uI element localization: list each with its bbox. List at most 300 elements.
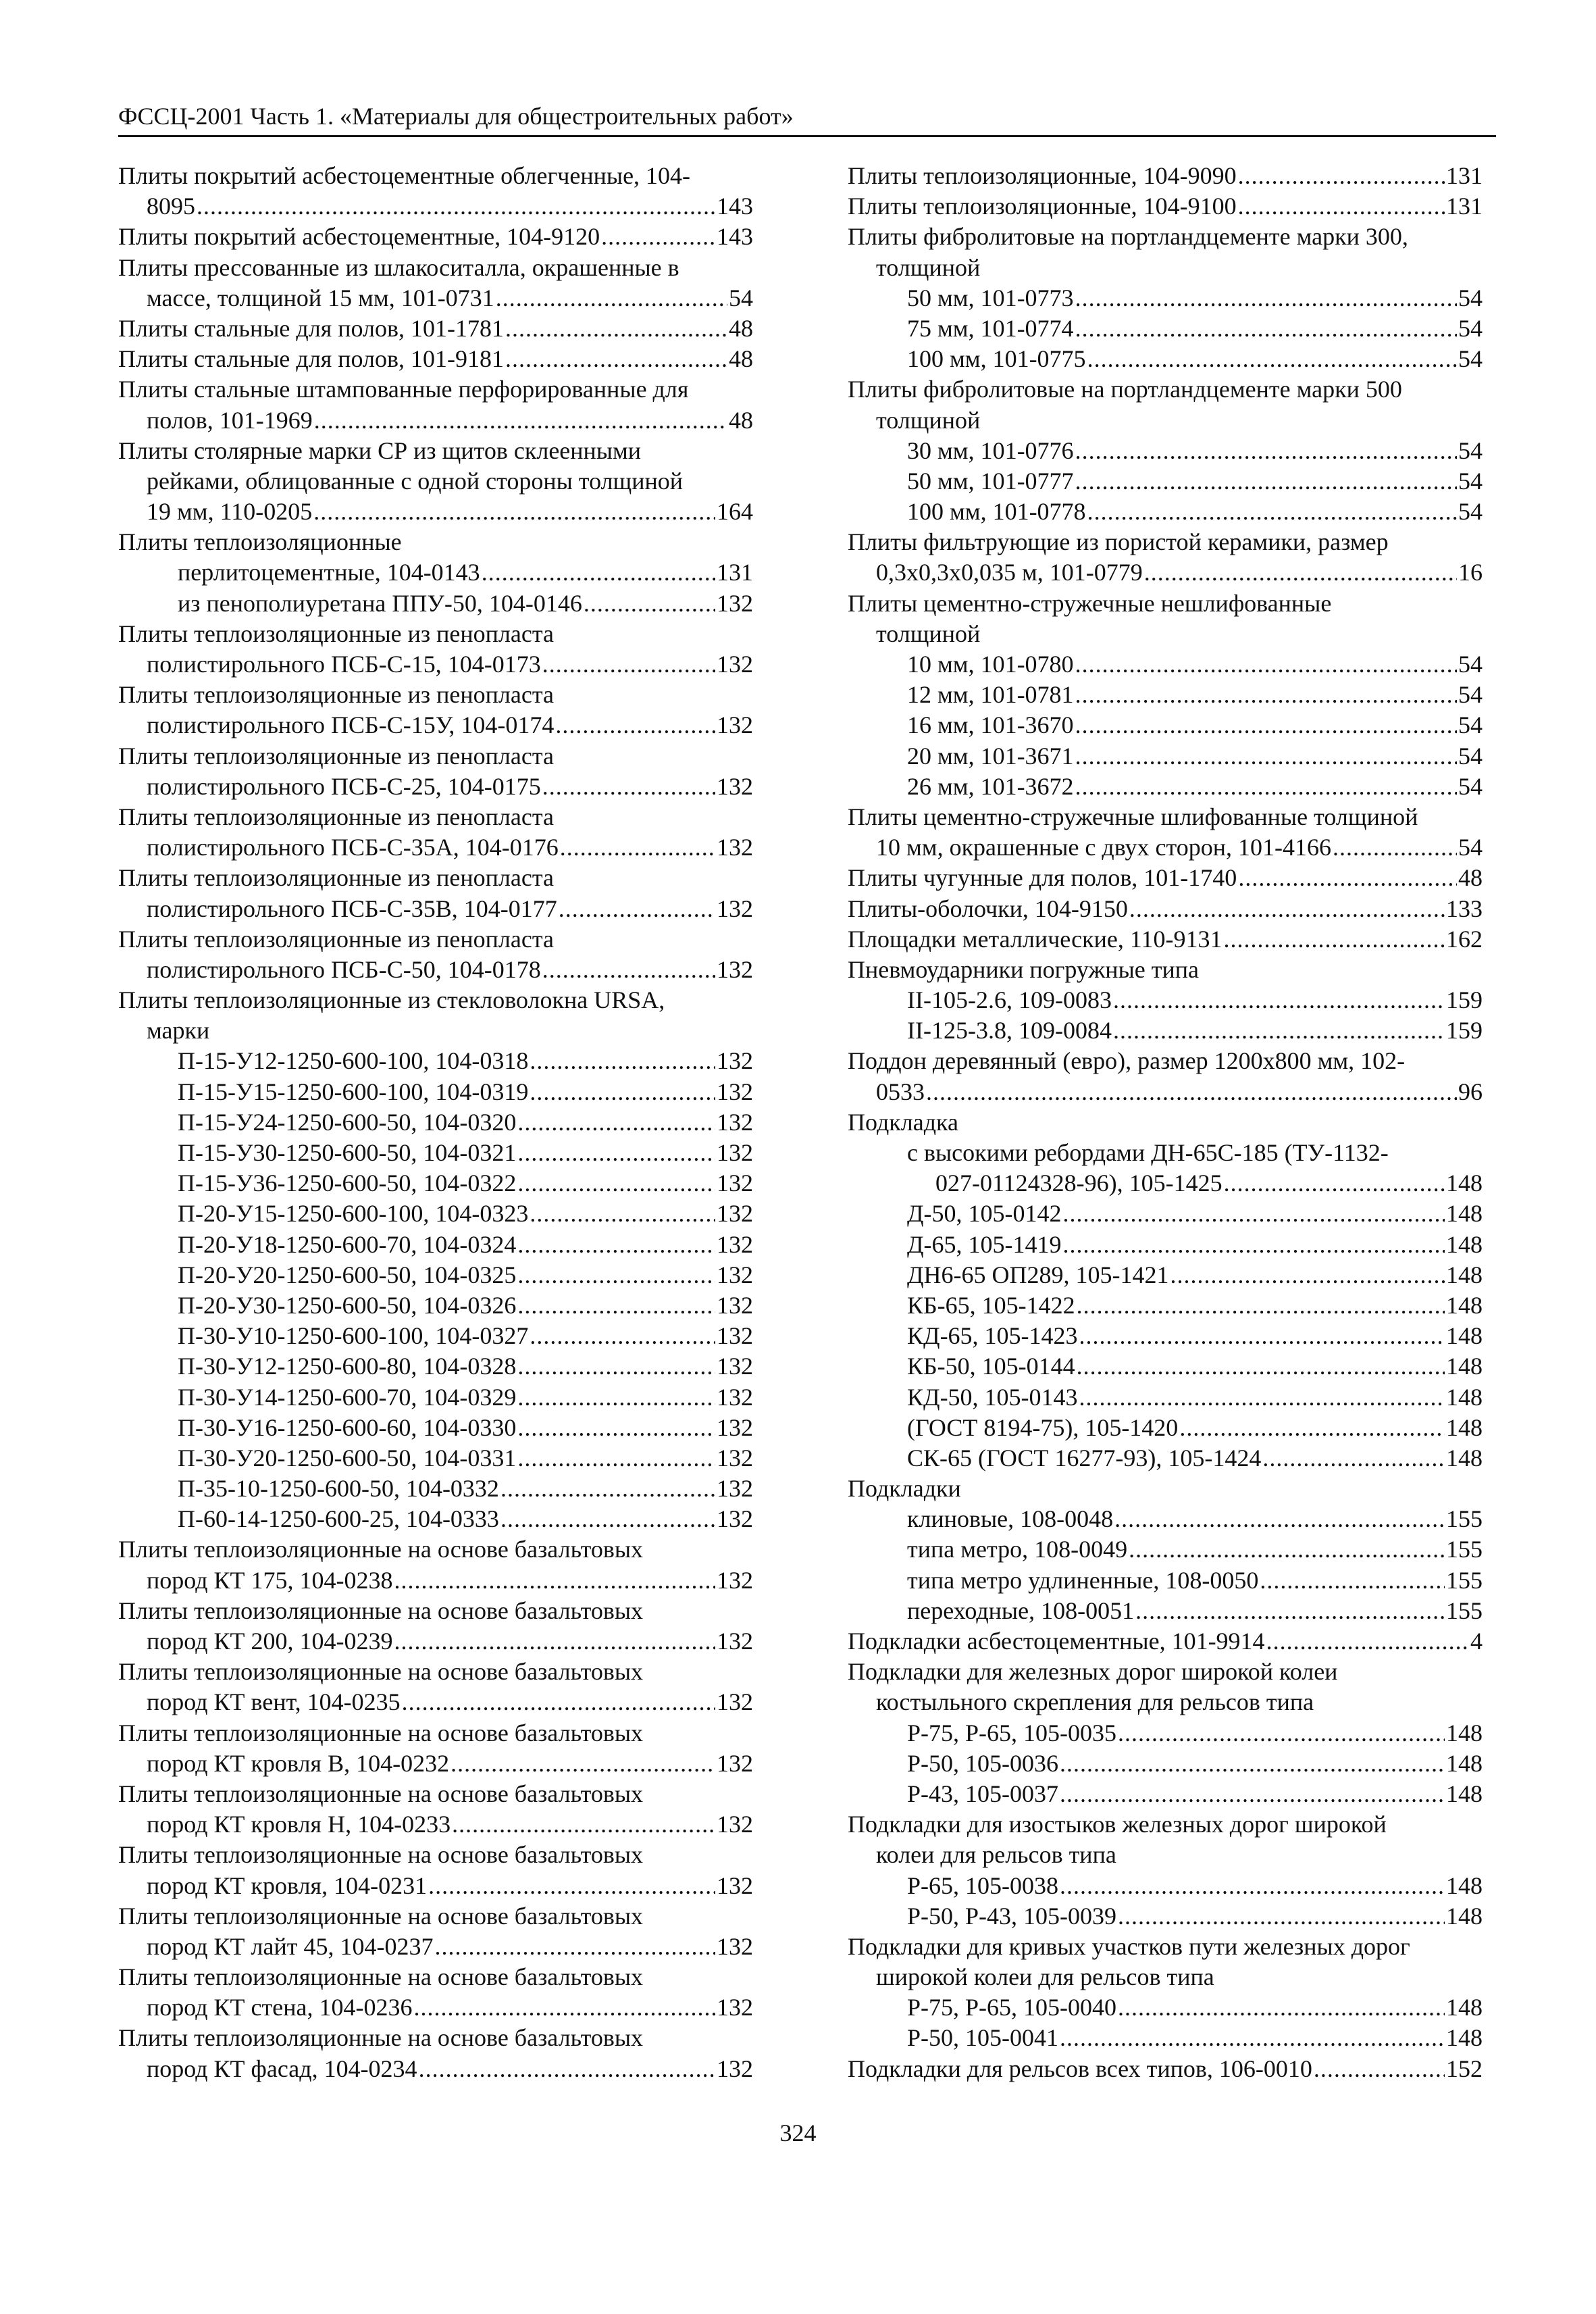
index-entry-line [118, 466, 753, 497]
dot-leader [926, 1077, 1457, 1107]
entry-text: КБ-50, 105-0144 [907, 1353, 1075, 1380]
index-entry-line [118, 1382, 753, 1413]
index-entry-line [118, 1107, 753, 1138]
dot-leader [1262, 1443, 1445, 1474]
index-entry-line [118, 1351, 753, 1382]
entry-text: Р-75, Р-65, 105-0040 [907, 1994, 1117, 2021]
dot-leader [1075, 436, 1457, 466]
dot-leader [1060, 1871, 1445, 1901]
entry-text: Подкладки [848, 1475, 961, 1503]
index-entry-line [848, 1321, 1483, 1351]
entry-text: 26 мм, 101-3672 [907, 772, 1074, 800]
entry-page-ref: 54 [1458, 314, 1483, 342]
entry-text: из пенополиуретана ППУ-50, 104-0146 [178, 589, 582, 617]
dot-leader [559, 894, 715, 924]
entry-text: Р-65, 105-0038 [907, 1871, 1058, 1899]
index-column-right [848, 161, 1483, 2084]
entry-page-ref: 132 [717, 1108, 753, 1136]
entry-page-ref: 164 [717, 498, 753, 526]
dot-leader [1077, 1290, 1445, 1321]
dot-leader [1079, 1321, 1445, 1351]
entry-text: Поддон деревянный (евро), размер 1200х800 мм, 102- [848, 1047, 1406, 1075]
index-entry-line [118, 1565, 753, 1596]
dot-leader [314, 405, 727, 436]
index-entry-line [848, 1932, 1483, 1962]
entry-text: Плиты теплоизоляционные из пенопласта [118, 864, 554, 892]
index-entry-line [848, 497, 1483, 527]
dot-leader [1135, 1596, 1445, 1626]
index-entry-line [848, 1230, 1483, 1260]
entry-text: Плиты покрытий асбестоцементные, 104-9120 [118, 223, 600, 251]
index-entry-line [118, 1046, 753, 1076]
entry-text: полов, 101-1969 [147, 406, 313, 434]
dot-leader [1114, 1504, 1445, 1534]
entry-text: П-35-10-1250-600-50, 104-0332 [178, 1475, 499, 1503]
entry-text: Плиты теплоизоляционные на основе базальтовых [118, 1596, 644, 1624]
index-entry-line [848, 588, 1483, 619]
entry-page-ref: 132 [717, 1475, 753, 1503]
index-entry-line [118, 283, 753, 313]
entry-page-ref: 54 [1458, 681, 1483, 709]
index-entry-line [848, 466, 1483, 497]
entry-page-ref: 148 [1446, 1169, 1483, 1197]
index-entry-line [848, 802, 1483, 832]
dot-leader [1075, 649, 1457, 680]
dot-leader [1144, 557, 1457, 588]
entry-page-ref: 132 [717, 1444, 753, 1472]
entry-text: полистирольного ПСБ-С-15, 104-0173 [147, 651, 541, 678]
entry-page-ref: 132 [717, 651, 753, 678]
entry-text: 20 мм, 101-3671 [907, 742, 1074, 770]
index-entry-line [118, 863, 753, 893]
entry-page-ref: 132 [717, 1261, 753, 1288]
dot-leader [1314, 2054, 1445, 2084]
entry-page-ref: 54 [1458, 834, 1483, 861]
index-entry-line [118, 1718, 753, 1749]
entry-page-ref: 132 [717, 1230, 753, 1258]
index-entry-line [848, 1351, 1483, 1382]
dot-leader [542, 772, 715, 802]
index-entry-line [118, 1504, 753, 1534]
dot-leader [1224, 924, 1445, 955]
dot-leader [1260, 1565, 1445, 1596]
index-entry-line [848, 1413, 1483, 1443]
entry-page-ref: 96 [1458, 1078, 1483, 1105]
index-entry-line [118, 1962, 753, 1992]
dot-leader [517, 1107, 715, 1138]
header-rule [118, 135, 1496, 137]
index-entry-line [118, 1626, 753, 1657]
dot-leader [1113, 1015, 1445, 1046]
index-entry-line [118, 1443, 753, 1474]
entry-text: пород КТ кровля Н, 104-0233 [147, 1811, 451, 1838]
index-entry-line [848, 1596, 1483, 1626]
entry-text: рейками, облицованные с одной стороны толщиной [147, 467, 684, 495]
index-entry-line [118, 2023, 753, 2053]
entry-text: толщиной [876, 253, 981, 281]
entry-page-ref: 155 [1446, 1566, 1483, 1594]
dot-leader [1060, 1779, 1445, 1809]
entry-text: массе, толщиной 15 мм, 101-0731 [147, 284, 494, 311]
entry-text: Пневмоударники погружные типа [848, 955, 1199, 983]
entry-page-ref: 159 [1446, 986, 1483, 1014]
dot-leader [517, 1138, 715, 1168]
entry-text: Подкладка [848, 1108, 958, 1136]
index-entry-line [848, 222, 1483, 252]
dot-leader [560, 832, 715, 863]
index-entry-line [118, 1413, 753, 1443]
entry-text: П-15-У12-1250-600-100, 104-0318 [178, 1047, 529, 1075]
dot-leader [505, 313, 727, 344]
index-entry-line [848, 1046, 1483, 1076]
index-entry-line [848, 374, 1483, 405]
dot-leader [452, 1809, 715, 1840]
index-entry-line [118, 1871, 753, 1901]
index-entry-line [118, 344, 753, 374]
index-entry-line [848, 1687, 1483, 1717]
index-entry-line [848, 1077, 1483, 1107]
entry-page-ref: 148 [1446, 1383, 1483, 1411]
index-entry-line [848, 2023, 1483, 2053]
entry-text: Д-50, 105-0142 [907, 1200, 1062, 1228]
dot-leader [517, 1443, 715, 1474]
entry-page-ref: 131 [1446, 193, 1483, 220]
entry-page-ref: 148 [1446, 1261, 1483, 1288]
dot-leader [313, 497, 715, 527]
entry-text: толщиной [876, 620, 981, 647]
index-entry-line [118, 1687, 753, 1717]
entry-page-ref: 148 [1446, 1200, 1483, 1228]
entry-text: Подкладки для железных дорог широкой колеи [848, 1658, 1338, 1686]
entry-text: II-105-2.6, 109-0083 [907, 986, 1112, 1014]
entry-text: Р-50, Р-43, 105-0039 [907, 1902, 1117, 1930]
dot-leader [413, 1992, 715, 2023]
entry-text: Плиты теплоизоляционные из пенопласта [118, 742, 554, 770]
entry-text: Площадки металлические, 110-9131 [848, 925, 1222, 953]
index-entry-line [848, 955, 1483, 985]
dot-leader [517, 1382, 715, 1413]
entry-text: Плиты покрытий асбестоцементные облегченные, 104- [118, 162, 691, 189]
index-entry-line [118, 253, 753, 283]
entry-page-ref: 132 [717, 1628, 753, 1655]
index-entry-line [848, 1168, 1483, 1199]
index-entry-line [848, 1749, 1483, 1779]
dot-leader [500, 1474, 715, 1504]
entry-text: пород КТ кровля В, 104-0232 [147, 1749, 450, 1777]
index-entry-line [118, 1992, 753, 2023]
entry-page-ref: 54 [729, 284, 753, 311]
entry-text: ДН6-65 ОП289, 105-1421 [907, 1261, 1169, 1288]
entry-text: П-30-У12-1250-600-80, 104-0328 [178, 1353, 517, 1380]
entry-text: П-30-У14-1250-600-70, 104-0329 [178, 1383, 517, 1411]
index-entry-line [848, 710, 1483, 740]
dot-leader [1238, 863, 1457, 893]
entry-text: с высокими ребордами ДН-65С-185 (ТУ-1132- [907, 1139, 1389, 1166]
entry-text: 50 мм, 101-0773 [907, 284, 1074, 311]
dot-leader [505, 344, 727, 374]
entry-text: Плиты цементно-стружечные шлифованные толщиной [848, 803, 1418, 830]
entry-text: П-15-У30-1250-600-50, 104-0321 [178, 1139, 517, 1166]
entry-page-ref: 162 [1446, 925, 1483, 953]
dot-leader [542, 649, 715, 680]
dot-leader [394, 1565, 715, 1596]
entry-page-ref: 132 [717, 1200, 753, 1228]
index-entry-line [848, 649, 1483, 680]
index-entry-line [848, 1382, 1483, 1413]
entry-page-ref: 148 [1446, 1780, 1483, 1807]
entry-text: полистирольного ПСБ-С-35А, 104-0176 [147, 834, 559, 861]
entry-page-ref: 148 [1446, 1719, 1483, 1746]
entry-page-ref: 132 [717, 895, 753, 922]
dot-leader [1129, 1534, 1445, 1565]
dot-leader [1060, 1749, 1445, 1779]
entry-text: пород КТ вент, 104-0235 [147, 1688, 401, 1716]
entry-page-ref: 48 [1458, 864, 1483, 892]
index-entry-line [118, 405, 753, 436]
index-entry-line [848, 557, 1483, 588]
entry-page-ref: 132 [717, 1169, 753, 1197]
index-column-left [118, 161, 753, 2084]
entry-text: пород КТ 200, 104-0239 [147, 1628, 393, 1655]
index-entry-line [118, 772, 753, 802]
index-entry-line [848, 253, 1483, 283]
index-entry-line [118, 1015, 753, 1046]
entry-text: Р-50, 105-0041 [907, 2024, 1058, 2052]
entry-text: 16 мм, 101-3670 [907, 711, 1074, 739]
entry-text: Плиты теплоизоляционные, 104-9090 [848, 162, 1237, 189]
dot-leader [1075, 466, 1457, 497]
entry-page-ref: 132 [717, 1994, 753, 2021]
entry-page-ref: 54 [1458, 742, 1483, 770]
entry-page-ref: 148 [1446, 1444, 1483, 1472]
index-entry-line [848, 1260, 1483, 1290]
index-entry-line [848, 619, 1483, 649]
index-entry-line [118, 1168, 753, 1199]
entry-text: пород КТ кровля, 104-0231 [147, 1871, 428, 1899]
entry-text: Плиты теплоизоляционные на основе базальтовых [118, 2024, 644, 2052]
entry-text: полистирольного ПСБ-С-50, 104-0178 [147, 955, 541, 983]
dot-leader [1118, 1992, 1445, 2023]
entry-text: П-20-У18-1250-600-70, 104-0324 [178, 1230, 517, 1258]
index-entry-line [118, 161, 753, 191]
entry-text: Плиты теплоизоляционные на основе базальтовых [118, 1719, 644, 1746]
index-entry-line [118, 1840, 753, 1870]
entry-page-ref: 132 [717, 1566, 753, 1594]
dot-leader [530, 1199, 715, 1229]
entry-text: 0,3х0,3х0,035 м, 101-0779 [876, 559, 1143, 586]
index-entry-line [118, 436, 753, 466]
entry-page-ref: 131 [717, 559, 753, 586]
dot-leader [1179, 1413, 1445, 1443]
entry-text: Плиты теплоизоляционные на основе базальтовых [118, 1658, 644, 1686]
entry-text: Плиты фильтрующие из пористой керамики, размер [848, 528, 1389, 556]
entry-text: Плиты стальные для полов, 101-9181 [118, 345, 504, 373]
entry-text: 8095 [147, 193, 195, 220]
index-entry-line [848, 1871, 1483, 1901]
entry-page-ref: 132 [717, 711, 753, 739]
index-entry-line [848, 1534, 1483, 1565]
entry-page-ref: 54 [1458, 711, 1483, 739]
entry-text: П-15-У24-1250-600-50, 104-0320 [178, 1108, 517, 1136]
entry-text: Плиты цементно-стружечные нешлифованные [848, 589, 1332, 617]
entry-text: пород КТ стена, 104-0236 [147, 1994, 413, 2021]
entry-page-ref: 132 [717, 1078, 753, 1105]
entry-text: СК-65 (ГОСТ 16277-93), 105-1424 [907, 1444, 1262, 1472]
dot-leader [394, 1626, 715, 1657]
entry-page-ref: 155 [1446, 1505, 1483, 1533]
entry-page-ref: 143 [717, 223, 753, 251]
entry-text: П-20-У30-1250-600-50, 104-0326 [178, 1291, 517, 1319]
entry-page-ref: 148 [1446, 2024, 1483, 2052]
entry-text: Плиты-оболочки, 104-9150 [848, 895, 1128, 922]
index-entry-line [848, 1015, 1483, 1046]
dot-leader [1129, 894, 1445, 924]
index-entry-line [848, 191, 1483, 222]
index-entry-line [848, 1504, 1483, 1534]
entry-page-ref: 148 [1446, 1230, 1483, 1258]
index-entry-line [848, 741, 1483, 772]
dot-leader [1087, 344, 1457, 374]
dot-leader [1075, 680, 1457, 710]
entry-page-ref: 4 [1470, 1628, 1483, 1655]
entry-text: Плиты стальные для полов, 101-1781 [118, 314, 504, 342]
entry-text: костыльного скрепления для рельсов типа [876, 1688, 1314, 1716]
dot-leader [500, 1504, 715, 1534]
dot-leader [419, 2054, 715, 2084]
entry-page-ref: 132 [717, 1505, 753, 1533]
entry-text: полистирольного ПСБ-С-25, 104-0175 [147, 772, 541, 800]
index-entry-line [848, 1779, 1483, 1809]
entry-text: типа метро, 108-0049 [907, 1536, 1128, 1563]
entry-text: полистирольного ПСБ-С-15У, 104-0174 [147, 711, 555, 739]
index-entry-line [848, 863, 1483, 893]
entry-page-ref: 132 [717, 1139, 753, 1166]
entry-page-ref: 16 [1458, 559, 1483, 586]
entry-page-ref: 132 [717, 1322, 753, 1350]
index-entry-line [118, 1657, 753, 1687]
entry-text: толщиной [876, 406, 981, 434]
entry-text: Плиты теплоизоляционные [118, 528, 402, 556]
entry-page-ref: 155 [1446, 1596, 1483, 1624]
entry-text: П-60-14-1250-600-25, 104-0333 [178, 1505, 499, 1533]
dot-leader [1075, 313, 1457, 344]
dot-leader [1075, 772, 1457, 802]
dot-leader [1063, 1199, 1445, 1229]
entry-text: 100 мм, 101-0775 [907, 345, 1086, 373]
index-entry-line [848, 680, 1483, 710]
index-entry-line [118, 1260, 753, 1290]
entry-text: 50 мм, 101-0777 [907, 467, 1074, 495]
index-entry-line [848, 1107, 1483, 1138]
entry-page-ref: 132 [717, 1871, 753, 1899]
index-entry-line [848, 2054, 1483, 2084]
entry-text: КД-65, 105-1423 [907, 1322, 1078, 1350]
entry-text: полистирольного ПСБ-С-35В, 104-0177 [147, 895, 557, 922]
index-entry-line [848, 832, 1483, 863]
index-entry-line [848, 436, 1483, 466]
entry-page-ref: 152 [1446, 2055, 1483, 2082]
entry-text: Подкладки для рельсов всех типов, 106-0010 [848, 2055, 1312, 2082]
entry-page-ref: 48 [729, 406, 753, 434]
entry-text: Плиты фибролитовые на портландцементе марки 500 [848, 376, 1402, 403]
index-entry-line [848, 1443, 1483, 1474]
index-entry-line [118, 588, 753, 619]
dot-leader [530, 1077, 715, 1107]
entry-text: пород КТ фасад, 104-0234 [147, 2055, 417, 2082]
entry-text: Плиты столярные марки СР из щитов склеенными [118, 436, 642, 464]
dot-leader [1075, 710, 1457, 740]
entry-page-ref: 54 [1458, 436, 1483, 464]
entry-page-ref: 54 [1458, 345, 1483, 373]
entry-text: Плиты теплоизоляционные из пенопласта [118, 620, 554, 647]
index-entry-line [848, 924, 1483, 955]
index-entry-line [848, 772, 1483, 802]
entry-text: П-20-У15-1250-600-100, 104-0323 [178, 1200, 529, 1228]
entry-text: типа метро удлиненные, 108-0050 [907, 1566, 1259, 1594]
entry-text: Р-43, 105-0037 [907, 1780, 1058, 1807]
entry-text: П-20-У20-1250-600-50, 104-0325 [178, 1261, 517, 1288]
dot-leader [1238, 161, 1445, 191]
entry-text: Д-65, 105-1419 [907, 1230, 1062, 1258]
index-entry-line [118, 619, 753, 649]
entry-page-ref: 155 [1446, 1536, 1483, 1563]
running-header: ФССЦ-2001 Часть 1. «Материалы для общестроительных работ» [118, 103, 794, 130]
entry-text: П-30-У16-1250-600-60, 104-0330 [178, 1413, 517, 1441]
index-entry-line [118, 1230, 753, 1260]
entry-page-ref: 132 [717, 1688, 753, 1716]
index-entry-line [848, 283, 1483, 313]
entry-text: Р-75, Р-65, 105-0035 [907, 1719, 1117, 1746]
entry-page-ref: 132 [717, 1291, 753, 1319]
dot-leader [1075, 741, 1457, 772]
dot-leader [451, 1749, 715, 1779]
entry-page-ref: 48 [729, 345, 753, 373]
entry-text: 19 мм, 110-0205 [147, 498, 313, 526]
index-entry-line [118, 1596, 753, 1626]
entry-page-ref: 54 [1458, 651, 1483, 678]
entry-text: 10 мм, 101-0780 [907, 651, 1074, 678]
entry-page-ref: 148 [1446, 1994, 1483, 2021]
index-entry-line [848, 1474, 1483, 1504]
index-entry-line [848, 1138, 1483, 1168]
entry-text: Плиты стальные штампованные перфорированные для [118, 376, 689, 403]
entry-text: марки [147, 1017, 210, 1045]
page-number: 324 [779, 2119, 817, 2146]
dot-leader [530, 1046, 715, 1076]
index-entry-line [118, 741, 753, 772]
entry-text: Подкладки асбестоцементные, 101-9914 [848, 1628, 1265, 1655]
entry-text: Плиты теплоизоляционные из пенопласта [118, 925, 554, 953]
index-entry-line [118, 894, 753, 924]
entry-page-ref: 54 [1458, 498, 1483, 526]
entry-text: 0533 [876, 1078, 925, 1105]
index-entry-line [848, 405, 1483, 436]
entry-text: 100 мм, 101-0778 [907, 498, 1086, 526]
dot-leader [517, 1290, 715, 1321]
index-entry-line [848, 1718, 1483, 1749]
dot-leader [428, 1871, 715, 1901]
entry-text: П-15-У15-1250-600-100, 104-0319 [178, 1078, 529, 1105]
dot-leader [1079, 1382, 1445, 1413]
dot-leader [1063, 1230, 1445, 1260]
index-entry-line [848, 1565, 1483, 1596]
index-entry-line [118, 497, 753, 527]
dot-leader [1113, 985, 1445, 1015]
dot-leader [1075, 283, 1457, 313]
entry-text: Плиты теплоизоляционные из пенопласта [118, 803, 554, 830]
entry-text: 75 мм, 101-0774 [907, 314, 1074, 342]
entry-page-ref: 132 [717, 589, 753, 617]
